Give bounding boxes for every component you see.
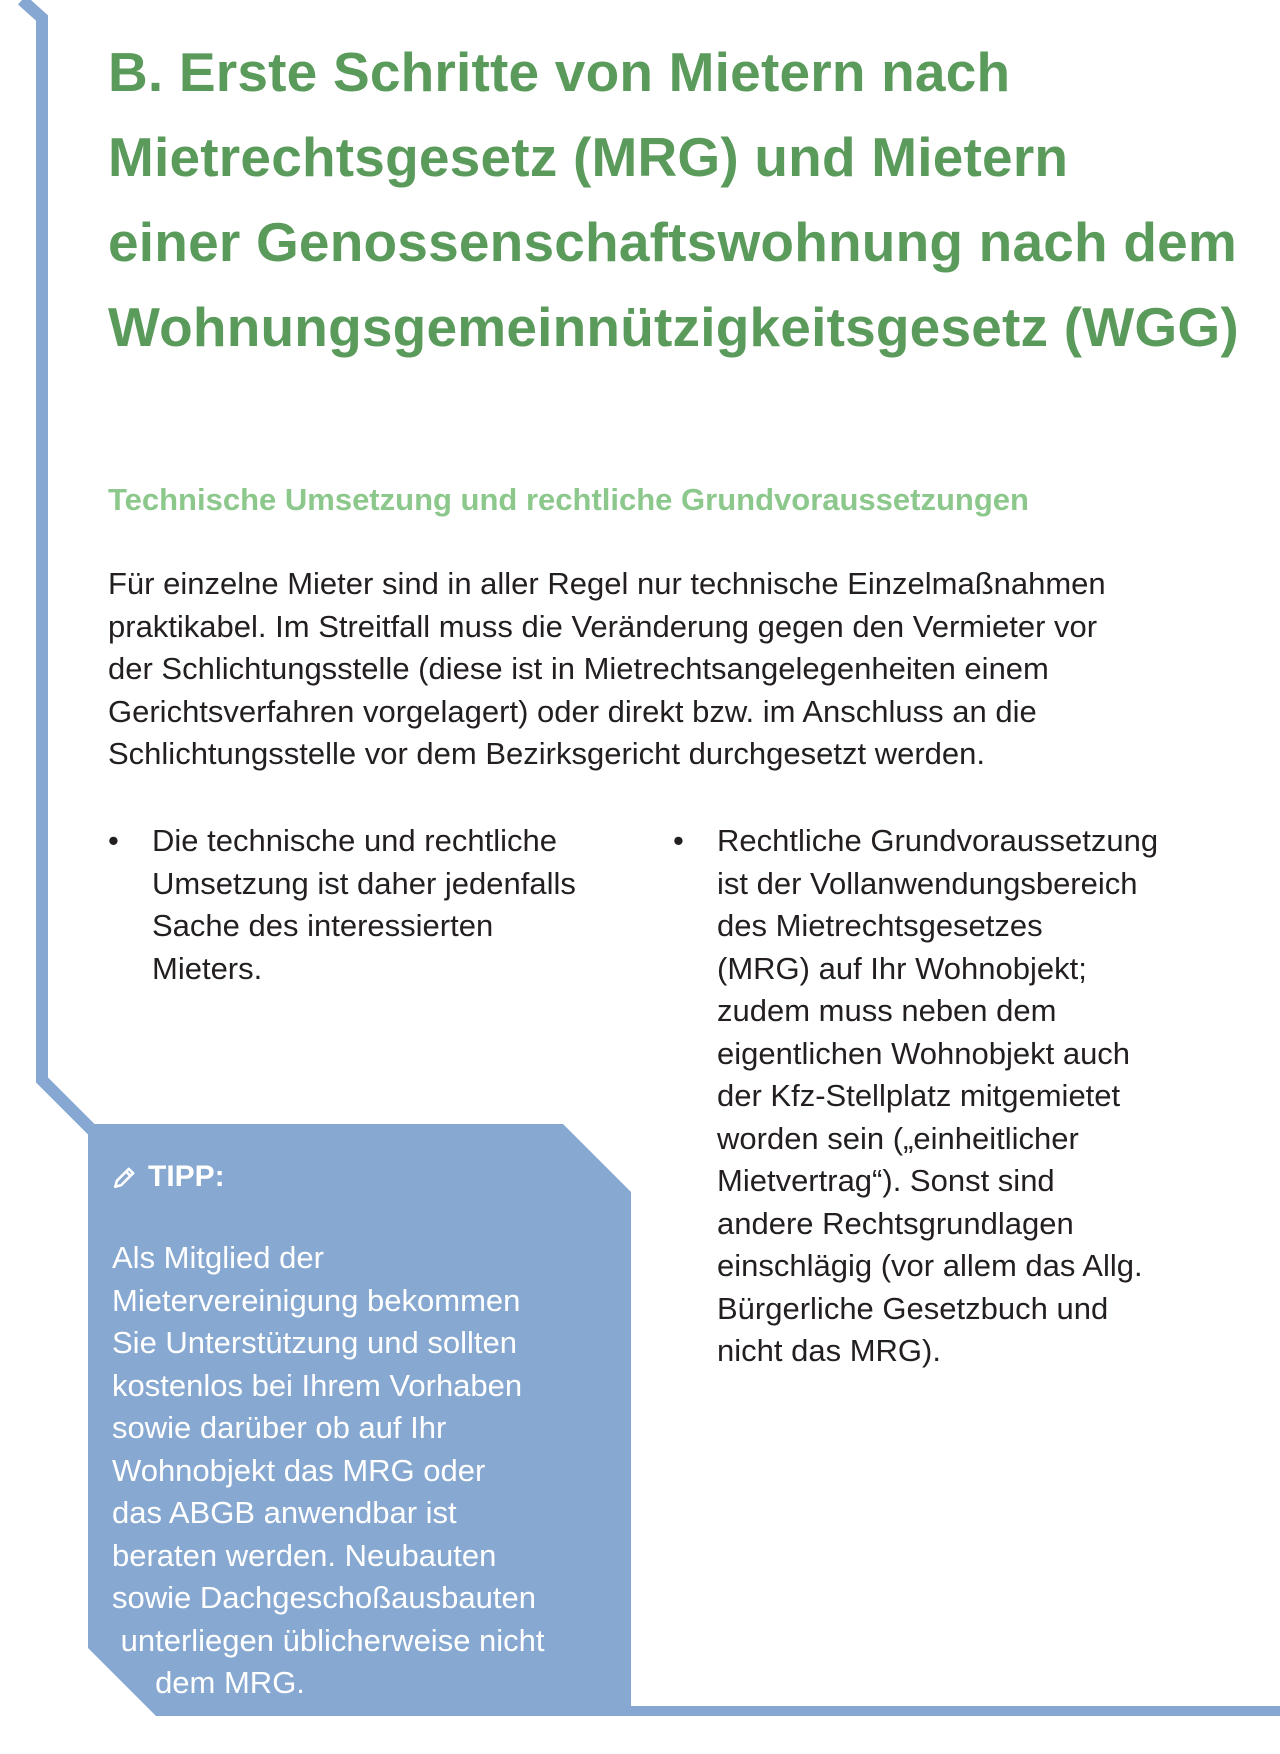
bullet-line: nicht das MRG). (717, 1333, 941, 1368)
title-line: einer Genossenschaftswohnung nach dem (108, 211, 1238, 273)
bullet-line: worden sein („einheitlicher (717, 1120, 1079, 1156)
bullet-line: Umsetzung ist daher jedenfalls (152, 865, 576, 901)
title-line: Wohnungsgemeinnützigkeitsgesetz (WGG) (108, 296, 1239, 358)
bullet-line: zudem muss neben dem (717, 993, 1057, 1028)
bullet-item-left (108, 820, 648, 990)
tip-box (112, 1157, 632, 1705)
pencil-icon (112, 1164, 138, 1190)
intro-line: Gerichtsverfahren vorgelagert) oder direkt bzw. im Anschluss an die (108, 693, 1037, 729)
tip-heading (112, 1157, 632, 1197)
tip-line: Mietervereinigung bekommen (112, 1282, 521, 1318)
intro-line: praktikabel. Im Streitfall muss die Veränderung gegen den Vermieter vor (108, 608, 1098, 644)
frame-line (22, 0, 110, 1148)
tip-line: dem MRG. (112, 1665, 305, 1700)
tip-line: sowie Dachgeschoßausbauten (112, 1580, 536, 1615)
bullet-line: einschlägig (vor allem das Allg. (717, 1248, 1143, 1283)
bullet-line: Rechtliche Grundvoraussetzung (717, 823, 1159, 858)
tip-line: Sie Unterstützung und sollten (112, 1325, 517, 1360)
tip-line: Wohnobjekt das MRG oder (112, 1452, 486, 1488)
bullet-line: des Mietrechtsgesetzes (717, 908, 1043, 943)
intro-line: der Schlichtungsstelle (diese ist in Mietrechtsangelegenheiten einem (108, 651, 1049, 686)
title-line: B. Erste Schritte von Mietern nach (108, 41, 1011, 103)
tip-heading-label: TIPP: (148, 1160, 225, 1193)
tip-line: kostenlos bei Ihrem Vorhaben (112, 1367, 523, 1403)
tip-line: unterliegen üblicherweise nicht (112, 1622, 545, 1658)
tip-text (112, 1237, 632, 1705)
bullet-line: der Kfz-Stellplatz mitgemietet (717, 1078, 1121, 1113)
bullet-dot: • (673, 823, 684, 858)
bullet-line: Sache des interessierten (152, 908, 494, 943)
intro-line: Schlichtungsstelle vor dem Bezirksgericht durchgesetzt werden. (108, 736, 986, 771)
intro-paragraph (108, 563, 1268, 776)
bullet-list-left (108, 820, 648, 990)
bullet-line: Bürgerliche Gesetzbuch und (717, 1290, 1109, 1326)
bullet-dot: • (108, 823, 119, 858)
bullet-list-right (673, 820, 1253, 1373)
bullet-line: Mietvertrag“). Sonst sind (717, 1163, 1055, 1198)
bullet-line: (MRG) auf Ihr Wohnobjekt; (717, 950, 1087, 986)
bullet-line: Mieters. (152, 950, 263, 986)
bullet-line: ist der Vollanwendungsbereich (717, 865, 1138, 901)
tip-line: Als Mitglied der (112, 1240, 324, 1275)
bullet-line: eigentlichen Wohnobjekt auch (717, 1035, 1131, 1071)
tip-line: sowie darüber ob auf Ihr (112, 1410, 447, 1445)
bullet-item-right (673, 820, 1253, 1373)
section-subtitle: Technische Umsetzung und rechtliche Grundvoraussetzungen (108, 482, 1029, 517)
bullet-line: andere Rechtsgrundlagen (717, 1205, 1074, 1241)
bullet-line: Die technische und rechtliche (152, 823, 557, 858)
tip-line: das ABGB anwendbar ist (112, 1495, 457, 1530)
page-title (108, 30, 1268, 370)
intro-line: Für einzelne Mieter sind in aller Regel nur technische Einzelmaßnahmen (108, 566, 1106, 601)
title-line: Mietrechtsgesetz (MRG) und Mietern (108, 126, 1069, 188)
tip-line: beraten werden. Neubauten (112, 1537, 497, 1573)
